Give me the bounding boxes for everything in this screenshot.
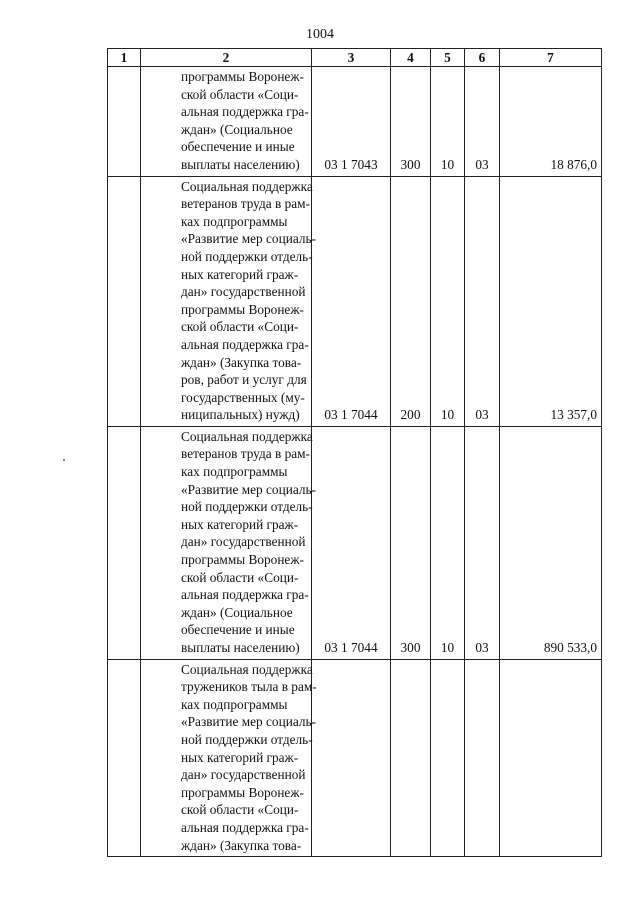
- description-line: ской области «Соци-: [181, 569, 299, 585]
- description-line: ной поддержки отдель-: [181, 731, 313, 747]
- description-line: ждан» (Социальное: [181, 604, 293, 620]
- description-line: ской области «Соци-: [181, 86, 299, 102]
- description-line: программы Воронеж-: [181, 69, 304, 84]
- row-number-cell: [108, 67, 141, 177]
- header-col-1: 1: [108, 49, 141, 67]
- description-line: ной поддержки отдель-: [181, 499, 313, 515]
- description-line: дан» государственной: [181, 284, 306, 300]
- description-line: ждан» (Социальное: [181, 121, 293, 137]
- description-line: дан» государственной: [181, 534, 306, 550]
- section-cell: 10: [431, 426, 465, 659]
- header-col-2: 2: [141, 49, 312, 67]
- target-article-cell: [312, 659, 391, 857]
- target-article-cell: 03 1 7044: [312, 426, 391, 659]
- expense-type-cell: 300: [391, 426, 431, 659]
- description-line: обеспечение и иные: [181, 622, 295, 638]
- description-line: выплаты населению): [181, 640, 300, 655]
- description-cell: [141, 659, 317, 857]
- description-line: дан» государственной: [181, 767, 306, 783]
- table-row: [108, 67, 602, 177]
- description-line: ных категорий граж-: [181, 266, 299, 282]
- header-col-5: 5: [431, 49, 465, 67]
- table-row: [108, 426, 602, 659]
- description-line: альная поддержка гра-: [181, 336, 309, 352]
- header-col-4: 4: [391, 49, 431, 67]
- description-line: «Развитие мер социаль-: [181, 714, 316, 730]
- description-line: ветеранов труда в рам-: [181, 196, 310, 212]
- table-body: [108, 67, 602, 857]
- section-cell: 10: [431, 67, 465, 177]
- description-line: программы Воронеж-: [181, 552, 304, 568]
- description-line: тружеников тыла в рам-: [181, 679, 317, 695]
- budget-table: [107, 48, 602, 857]
- description-line: обеспечение и иные: [181, 139, 295, 155]
- amount-cell: 18 876,0: [500, 67, 602, 177]
- description-line: ках подпрограммы: [181, 696, 288, 712]
- description-cell: [141, 176, 316, 426]
- description-line: программы Воронеж-: [181, 784, 304, 800]
- section-cell: 10: [431, 176, 465, 426]
- expense-type-cell: 200: [391, 176, 431, 426]
- description-cell: [141, 426, 316, 659]
- description-line: альная поддержка гра-: [181, 104, 309, 120]
- table-row: [108, 176, 602, 426]
- description-line: ках подпрограммы: [181, 464, 288, 480]
- expense-type-cell: 300: [391, 67, 431, 177]
- description-line: ской области «Соци-: [181, 802, 299, 818]
- description-line: программы Воронеж-: [181, 301, 304, 317]
- page-number: 1004: [306, 27, 334, 42]
- subsection-cell: 03: [465, 176, 500, 426]
- description-cell: [141, 67, 312, 177]
- description-line: ждан» (Закупка това-: [181, 837, 302, 853]
- description-line: ждан» (Закупка това-: [181, 354, 302, 370]
- row-number-cell: [108, 659, 141, 857]
- scan-artifact-dot: [63, 459, 65, 461]
- row-number-cell: [108, 176, 141, 426]
- description-line: государственных (му-: [181, 389, 305, 405]
- row-number-cell: [108, 426, 141, 659]
- description-line: ных категорий граж-: [181, 749, 299, 765]
- description-line: ской области «Соци-: [181, 319, 299, 335]
- section-cell: [431, 659, 465, 857]
- subsection-cell: 03: [465, 67, 500, 177]
- header-row: [108, 49, 602, 67]
- target-article-cell: 03 1 7044: [312, 176, 391, 426]
- subsection-cell: 03: [465, 426, 500, 659]
- expense-type-cell: [391, 659, 431, 857]
- description-line: «Развитие мер социаль-: [181, 231, 316, 247]
- amount-cell: 890 533,0: [500, 426, 602, 659]
- description-line: ров, работ и услуг для: [181, 372, 307, 388]
- description-line: альная поддержка гра-: [181, 819, 309, 835]
- description-line: выплаты населению): [181, 156, 300, 172]
- description-line: Социальная поддержка: [181, 661, 313, 677]
- header-col-6: 6: [465, 49, 500, 67]
- amount-cell: 13 357,0: [500, 176, 602, 426]
- amount-cell: [500, 659, 602, 857]
- subsection-cell: [465, 659, 500, 857]
- description-line: Социальная поддержка: [181, 178, 313, 194]
- description-line: ных категорий граж-: [181, 516, 299, 532]
- description-line: «Развитие мер социаль-: [181, 481, 316, 497]
- description-line: Социальная поддержка: [181, 428, 313, 444]
- table-row: [108, 659, 602, 857]
- description-line: ной поддержки отдель-: [181, 248, 313, 264]
- header-col-7: 7: [500, 49, 602, 67]
- description-line: ветеранов труда в рам-: [181, 446, 310, 462]
- description-line: альная поддержка гра-: [181, 587, 309, 603]
- description-line: ниципальных) нужд): [181, 407, 300, 423]
- description-line: ках подпрограммы: [181, 213, 288, 229]
- target-article-cell: 03 1 7043: [312, 67, 391, 177]
- header-col-3: 3: [312, 49, 391, 67]
